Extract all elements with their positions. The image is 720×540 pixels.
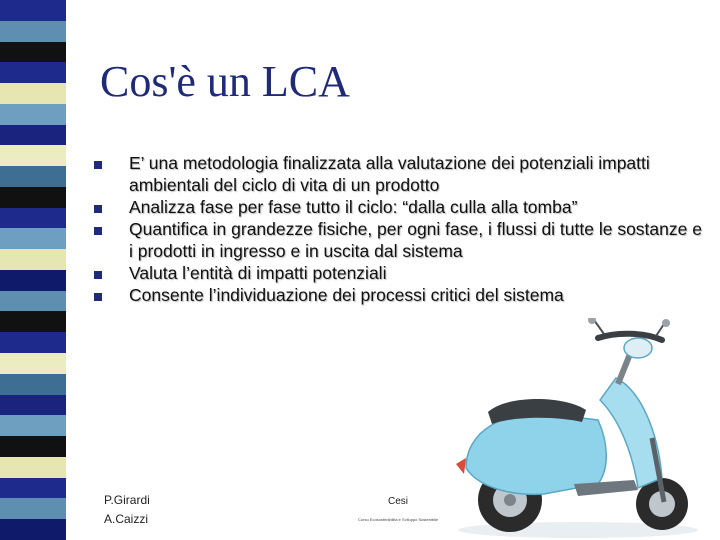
bullet-text: E’ una metodologia finalizzata alla valutazione dei potenziali impatti ambientali del ciclo di vita di un prodotto <box>129 153 650 195</box>
bullet-list <box>94 152 706 306</box>
footer-center-label: Cesi <box>388 496 409 507</box>
bullet-item <box>94 218 706 262</box>
square-bullet-icon <box>94 293 102 301</box>
square-bullet-icon <box>94 271 102 279</box>
square-bullet-icon <box>94 205 102 213</box>
bullet-item <box>94 262 706 284</box>
bullet-text: Quantifica in grandezze fisiche, per ogni fase, i flussi di tutte le sostanze e i prodotti in ingresso e in uscita dal sistema <box>129 219 702 261</box>
footer-small-text: Corso Ecosostenibilità e Sviluppo Sostenibile <box>358 517 439 522</box>
scooter-illustration-icon <box>448 318 710 540</box>
bullet-item <box>94 152 706 196</box>
bullet-text: Valuta l’entità di impatti potenziali <box>129 263 387 283</box>
slide-title: Cos'è un LCA <box>100 57 350 106</box>
bullet-item <box>94 196 706 218</box>
bullet-text: Consente l’individuazione dei processi critici del sistema <box>129 285 564 305</box>
bullet-text: Analizza fase per fase tutto il ciclo: “dalla culla alla tomba” <box>129 197 578 217</box>
author-block <box>104 491 150 529</box>
square-bullet-icon <box>94 227 102 235</box>
author-name: A.Caizzi <box>104 512 149 526</box>
square-bullet-icon <box>94 161 102 169</box>
author-name: P.Girardi <box>104 493 150 507</box>
bullet-item <box>94 284 706 306</box>
side-decorative-strip <box>0 0 66 540</box>
